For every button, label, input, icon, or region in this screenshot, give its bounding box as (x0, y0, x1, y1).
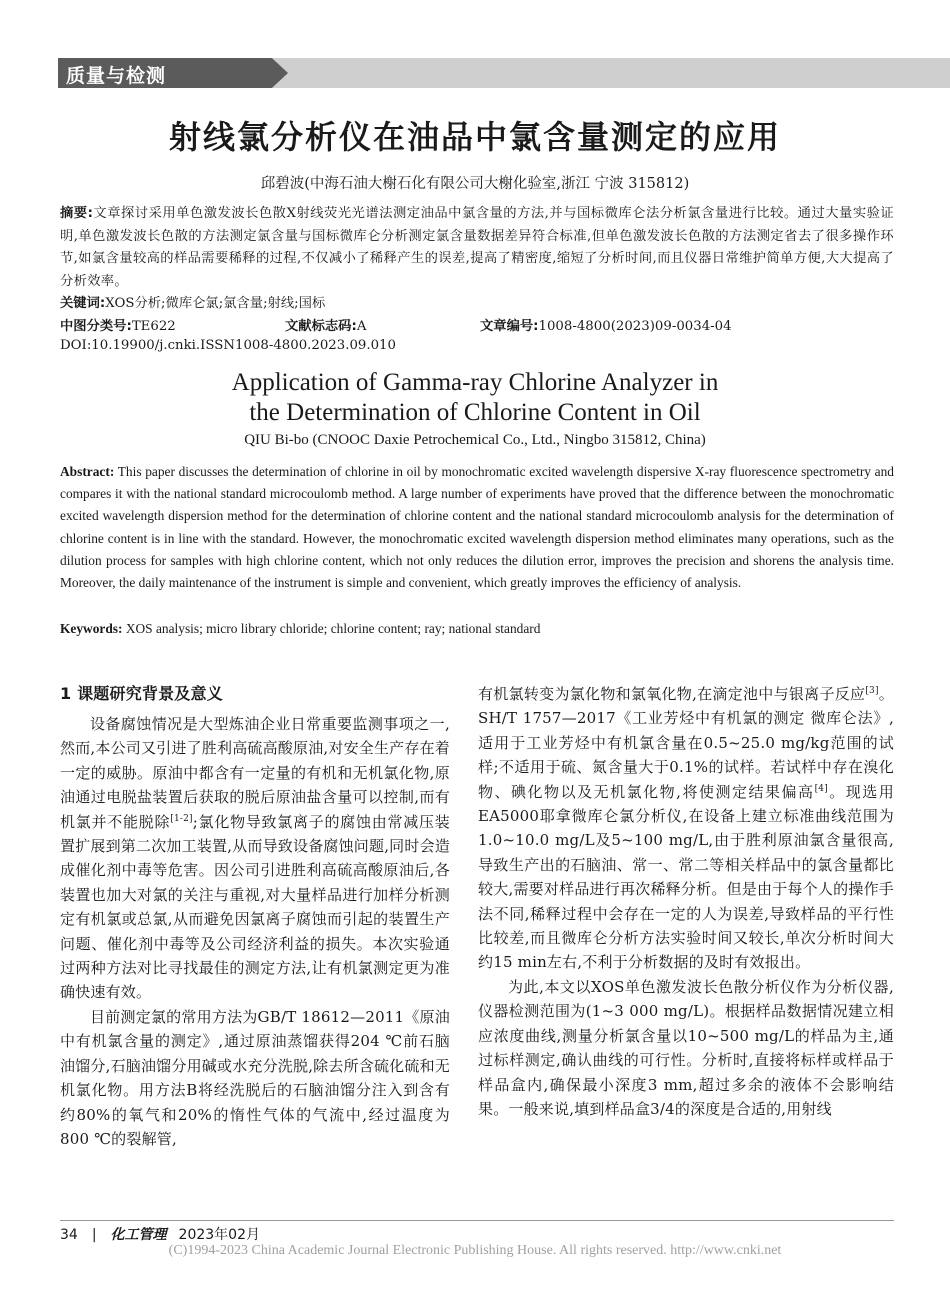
body-paragraph-2: 目前测定氯的常用方法为GB/T 18612—2011《原油中有机氯含量的测定》,通过原油蒸馏获得204 ℃前石脑油馏分,石脑油馏分用碱或水充分洗脱,除去所含硫化硫和无机氯化物。用方法B将经洗脱后的石脑油馏分注入到含有约80%的氧气和20%的惰性气体的气流中,经过温度为800 ℃的裂解管, (60, 1007, 450, 1148)
keywords-en-text: XOS analysis; micro library chloride; chlorine content; ray; national standard (122, 621, 541, 636)
article-number (480, 315, 732, 334)
keywords-cn (60, 292, 325, 311)
abstract-cn-label: 摘要: (60, 206, 94, 221)
abstract-en (60, 461, 894, 594)
abstract-en-text: This paper discusses the determination of chlorine in oil by monochromatic excited wavelength dispersive X-ray fluorescence spectrometry and compares it with the national standard microcoulomb method. A large number of experiments have proved that the difference between the monochromatic excited wavelength dispersion method for the determination of chlorine content and the national standard microcoulomb analysis for the determination of chlorine content is in line with the standard. However, the monochromatic excited wavelength dispersion method eliminates many operations, such as the dilution process for samples with high chlorine content, which not only reduces the dilution error, improves the precision and shorens the analysis time. Moreover, the daily maintenance of the instrument is simple and convenient, which greatly improves the efficiency of analysis. (60, 464, 894, 591)
body-column-left (60, 682, 450, 1151)
page-number: 34 (60, 1227, 78, 1243)
keywords-en-label: Keywords: (60, 621, 123, 636)
section-1-heading: 1 课题研究背景及意义 (60, 684, 223, 703)
doc-code-label: 文献标志码: (285, 319, 357, 334)
doc-code-value: A (356, 319, 367, 334)
p1-text-b: ;氯化物导致氯离子的腐蚀由常减压装置扩展到第二次加工装置,从而导致设备腐蚀问题,同时会造成催化剂中毒等危害。因公司引进胜利高硫高酸原油后,各装置也加大对氯的关注与重视,对大量样品进行加样分析测定有机氯或总氯,从而避免因氯离子腐蚀而引起的装置生产问题、催化剂中毒等及公司经济利益的损失。本次实验通过两种方法对比寻找最佳的测定方法,让有机氯测定更为准确快速有效。 (60, 812, 450, 1002)
section-header-bar (58, 58, 950, 88)
page-footer (60, 1224, 260, 1244)
header-gray-band (268, 58, 950, 88)
citation-4: [4] (814, 783, 828, 794)
p1-text-a: 设备腐蚀情况是大型炼油企业日常重要监测事项之一,然而,本公司又引进了胜利高硫高酸原油,对安全生产存在着一定的威胁。原油中都含有一定量的有机和无机氯化物,原油通过电脱盐装置后获取的脱后原油盐含量可以控制,而有机氯并不能脱除 (60, 715, 450, 831)
p3-text-b: 。SH/T 1757—2017《工业芳烃中有机氯的测定 微库仑法》,适用于工业芳烃中有机氯含量在0.5~25.0 mg/kg范围的试样;不适用于硫、氮含量大于0.1%的试样。若试样中存在溴化物、碘化物以及无机氯化物,将使测定结果偏高 (478, 685, 894, 801)
author-en: QIU Bi-bo (CNOOC Daxie Petrochemical Co., Ltd., Ningbo 315812, China) (244, 432, 706, 448)
copyright-notice: (C)1994-2023 China Academic Journal Electronic Publishing House. All rights reserved. http://www.cnki.net (168, 1243, 782, 1258)
keywords-cn-label: 关键词: (60, 296, 106, 311)
issue-date: 2023年02月 (178, 1227, 260, 1243)
body-column-right (478, 682, 894, 1121)
p3-text-c: 。现选用EA5000耶拿微库仑氯分析仪,在设备上建立标准曲线范围为1.0~10.0 mg/L及5~100 mg/L,由于胜利原油氯含量很高,导致生产出的石脑油、常一、常二等相关样品中的氯含量都比较大,需要对样品进行再次稀释分析。但是由于每个人的操作手法不同,稀释过程中会存在一定的人为误差,导致样品的平行性比较差,而且微库仑分析方法实验时间又较长,单次分析时间大约15 min左右,不利于分析数据的及时有效报出。 (478, 782, 894, 972)
body-paragraph-4: 为此,本文以XOS单色激发波长色散分析仪作为分析仪器,仪器检测范围为(1~3 000 mg/L)。根据样品数据情况建立相应浓度曲线,测量分析氯含量以10~500 mg/L的样品为主,通过标样测定,确认曲线的可行性。分析时,直接将标样或样品于样品盒内,确保最小深度3 mm,超过多余的液体不会影响结果。一般来说,填到样品盒3/4的深度是合适的,用射线 (478, 977, 894, 1118)
article-title-cn: 射线氯分析仪在油品中氯含量测定的应用 (168, 118, 781, 156)
title-en-line-2: the Determination of Chlorine Content in Oil (249, 399, 701, 426)
citation-1-2: [1-2] (170, 813, 193, 824)
body-paragraph-3 (478, 682, 894, 975)
abstract-cn (60, 203, 894, 293)
abstract-en-label: Abstract: (60, 464, 115, 479)
abstract-cn-text: 文章探讨采用单色激发波长色散X射线荧光光谱法测定油品中氯含量的方法,并与国标微库仑法分析氯含量进行比较。通过大量实验证明,单色激发波长色散的方法测定氯含量与国标微库仑分析测定氯含量数据差异符合标准,但单色激发波长色散的方法测定省去了很多操作环节,如氯含量较高的样品需要稀释的过程,不仅减小了稀释产生的误差,提高了精密度,缩短了分析时间,而且仪器日常维护简单方便,大大提高了分析效率。 (60, 206, 895, 289)
article-title-en (0, 368, 950, 428)
footer-separator: | (91, 1227, 97, 1243)
citation-3: [3] (865, 686, 879, 696)
journal-brand: 化工管理 (110, 1227, 167, 1243)
p3-text-a: 有机氯转变为氯化物和氯氧化物,在滴定池中与银离子反应 (478, 685, 866, 703)
keywords-en (60, 621, 540, 637)
document-code (285, 315, 366, 334)
article-number-value: 1008-4800(2023)09-0034-04 (538, 319, 732, 334)
clc-number (60, 315, 176, 334)
clc-label: 中图分类号: (60, 319, 132, 334)
body-paragraph-1 (60, 712, 450, 1005)
article-number-label: 文章编号: (480, 319, 539, 334)
section-label: 质量与检测 (66, 65, 167, 87)
doi: DOI:10.19900/j.cnki.ISSN1008-4800.2023.09.010 (60, 338, 396, 353)
clc-value: TE622 (131, 319, 176, 334)
footer-divider (60, 1220, 894, 1221)
title-en-line-1: Application of Gamma-ray Chlorine Analyzer in (231, 369, 719, 396)
keywords-cn-text: XOS分析;微库仑氯;氯含量;射线;国标 (105, 296, 326, 311)
author-cn: 邱碧波(中海石油大榭石化有限公司大榭化验室,浙江 宁波 315812) (260, 176, 690, 192)
